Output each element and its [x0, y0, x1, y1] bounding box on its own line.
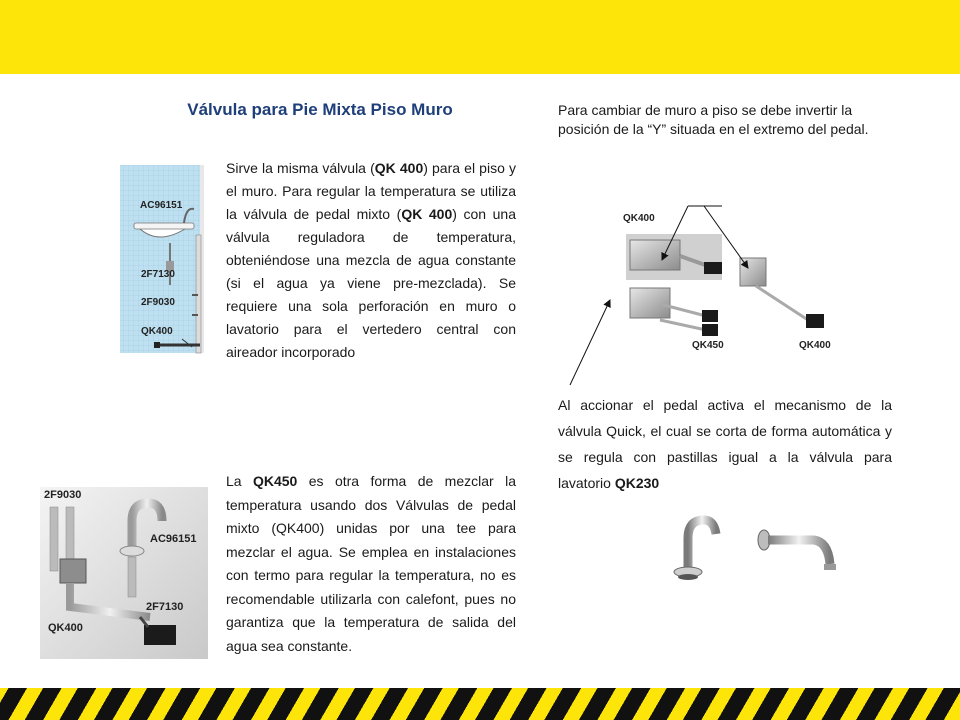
paragraph-4: Al accionar el pedal activa el mecanismo de la válvula Quick, el cual se corta de forma automática y se regula con pastillas igual a la válvula para lavatorio QK230	[558, 397, 892, 491]
fig2-label-2f7130: 2F7130	[146, 601, 184, 613]
top-yellow-band	[0, 0, 960, 74]
fig2-label-2f9030: 2F9030	[44, 489, 82, 501]
fig3-label-qk450: QK450	[692, 340, 724, 351]
fig2-label-qk400: QK400	[48, 622, 83, 634]
paragraph-3: Para cambiar de muro a piso se debe invertir la posición de la “Y” situada en el extremo del pedal.	[558, 102, 869, 137]
fig3-label-qk400-right: QK400	[799, 340, 831, 351]
figure-valve-positions	[560, 200, 850, 395]
bottom-hazard-stripes	[0, 688, 960, 720]
fig1-label-2f7130: 2F7130	[141, 269, 175, 280]
fig2-label-ac96151: AC96151	[150, 533, 197, 545]
fig1-label-ac96151: AC96151	[140, 200, 183, 211]
page-title: Válvula para Pie Mixta Piso Muro	[187, 100, 453, 119]
fig1-label-2f9030: 2F9030	[141, 297, 175, 308]
figure-faucet-spouts	[664, 512, 864, 584]
paragraph-1: Sirve la misma válvula (QK 400) para el piso y el muro. Para regular la temperatura se utiliza la válvula de pedal mixto (QK 400) con una válvula reguladora de temperatura, obteniéndose una mezcla de agua constante (si el agua ya viene pre-mezclada). Se requiere una sola perforación en muro o lavatorio para el vertedero central con aireador incorporado	[226, 160, 516, 360]
fig3-label-qk400-top: QK400	[623, 213, 655, 224]
paragraph-2: La QK450 es otra forma de mezclar la temperatura usando dos Válvulas de pedal mixto (QK400) unidas por una tee para mezclar el agua. Se emplea en instalaciones con termo para regular la temperatura, no es recomendable utilizarla con calefont, pues no garantiza que la temperatura de salida del agua sea constante.	[226, 473, 516, 654]
fig1-label-qk400: QK400	[141, 326, 173, 337]
